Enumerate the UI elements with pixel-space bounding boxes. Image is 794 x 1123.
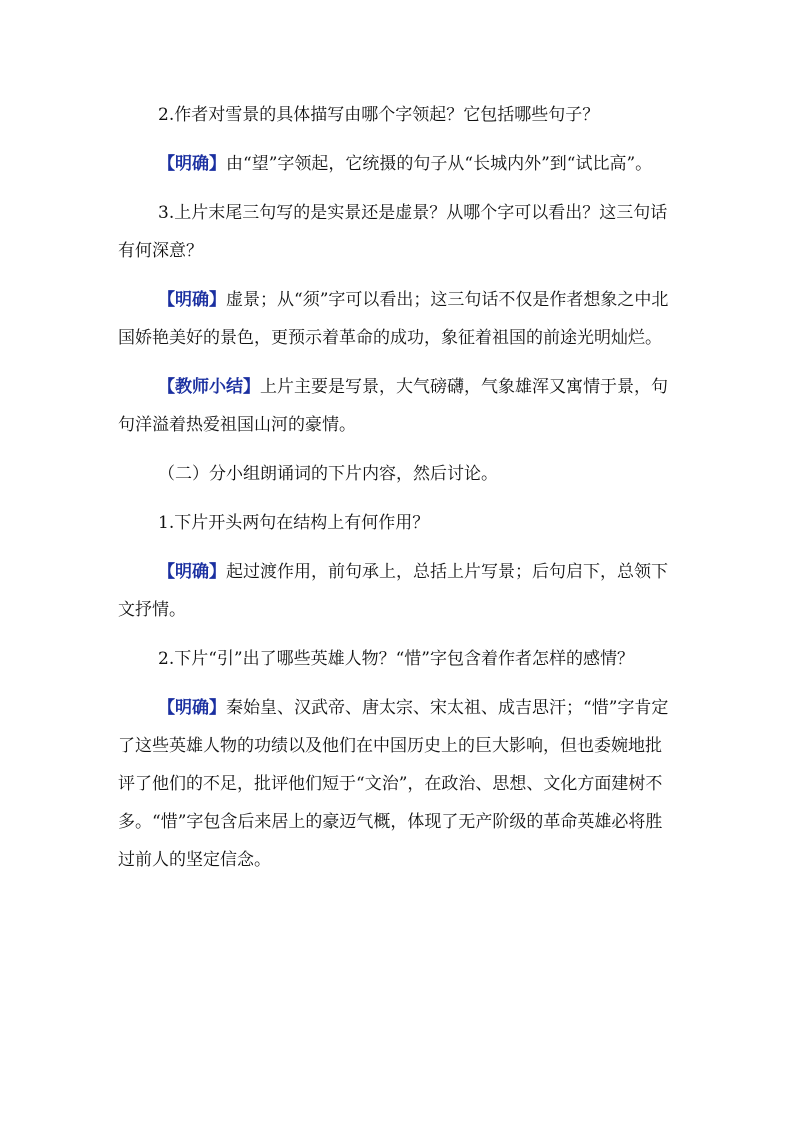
mingque-label: 【明确】 — [158, 154, 226, 174]
question-b1: 1.下片开头两句在结构上有何作用？ — [158, 513, 430, 533]
question-b2: 2.下片“引”出了哪些英雄人物？“惜”字包含着作者怎样的感情？ — [158, 649, 634, 669]
document-body — [118, 96, 678, 890]
question-3: 3.上片末尾三句写的是实景还是虚景？从哪个字可以看出？这三句话有何深意？ — [118, 203, 668, 261]
mingque-label: 【明确】 — [158, 698, 226, 718]
answer-b2-text: 秦始皇、汉武帝、唐太宗、宋太祖、成吉思汗；“惜”字肯定了这些英雄人物的功绩以及他们在中国历史上的巨大影响，但也委婉地批评了他们的不足，批评他们短于“文治”，在政治、思想、文化方面建树不多。“惜”字包含后来居上的豪迈气概，体现了无产阶级的革命英雄必将胜过前人的坚定信念。 — [118, 698, 669, 870]
teacher-summary — [118, 368, 678, 444]
answer-3 — [118, 281, 678, 357]
answer-2-text: 由“望”字领起，它统摄的句子从“长城内外”到“试比高”。 — [226, 154, 653, 174]
answer-b1-text: 起过渡作用，前句承上，总括上片写景；后句启下，总领下文抒情。 — [118, 562, 668, 620]
mingque-label: 【明确】 — [158, 562, 226, 582]
mingque-label: 【明确】 — [158, 290, 226, 310]
teacher-summary-text: 上片主要是写景，大气磅礴，气象雄浑又寓情于景，句句洋溢着热爱祖国山河的豪情。 — [118, 377, 668, 435]
section-heading-2: （二）分小组朗诵词的下片内容，然后讨论。 — [158, 464, 498, 484]
summary-label: 【教师小结】 — [158, 377, 260, 397]
question-2: 2.作者对雪景的具体描写由哪个字领起？它包括哪些句子？ — [158, 105, 600, 125]
answer-3-text: 虚景；从“须”字可以看出；这三句话不仅是作者想象之中北国娇艳美好的景色，更预示着革命的成功，象征着祖国的前途光明灿烂。 — [118, 290, 669, 348]
answer-b1 — [118, 553, 678, 629]
answer-b2 — [118, 689, 678, 879]
answer-2 — [118, 145, 678, 183]
